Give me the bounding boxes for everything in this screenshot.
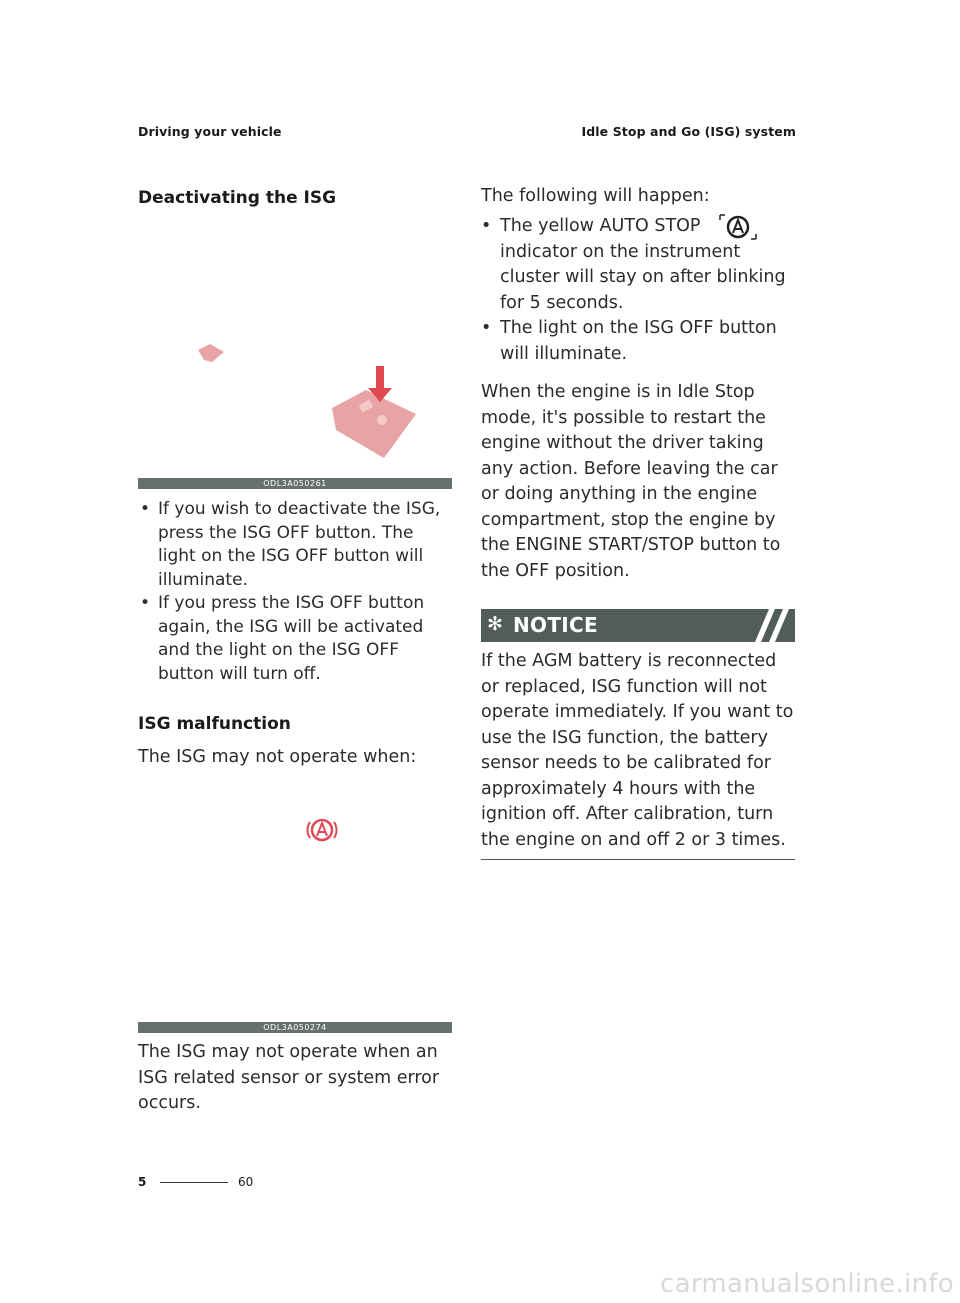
auto-stop-indicator-icon	[305, 815, 339, 845]
page-number: 60	[238, 1175, 254, 1189]
notice-end-divider	[481, 859, 795, 860]
idle-stop-paragraph: When the engine is in Idle Stop mode, it's possible to restart the engine without the driver taking any action. Before leaving the car or doing anything in the engine compartment, stop the engine by the ENGINE START/STOP button to the OFF position.	[481, 382, 781, 581]
following-intro: The following will happen:	[481, 186, 710, 206]
asterisk-icon: ✻	[487, 613, 503, 635]
running-header-chapter: Driving your vehicle	[138, 124, 282, 139]
notice-stripes-decoration	[735, 609, 795, 642]
isg-off-button-illustration	[138, 330, 452, 470]
list-item: • The yellow AUTO STOP indicator on the instrument cluster will stay on after blinking for 5 seconds.	[481, 214, 801, 316]
figure-caption-bar-2: ODL3A050274	[138, 1022, 452, 1033]
malfunction-description: The ISG may not operate when an ISG related sensor or system error occurs.	[138, 1042, 440, 1113]
notice-title: NOTICE	[513, 613, 598, 637]
console-fragment-shape	[198, 344, 224, 362]
deactivation-bullet-list	[138, 498, 454, 686]
isg-button-panel-shape	[332, 390, 416, 458]
section-heading-deactivating: Deactivating the ISG	[138, 188, 337, 208]
malfunction-intro: The ISG may not operate when:	[138, 747, 417, 767]
list-item: • If you wish to deactivate the ISG, press the ISG OFF button. The light on the ISG OFF button will illuminate.	[140, 499, 441, 590]
list-item: • If you press the ISG OFF button again, the ISG will be activated and the light on the ISG OFF button will turn off.	[140, 593, 425, 684]
section-heading-malfunction: ISG malfunction	[138, 714, 291, 734]
chapter-number: 5	[138, 1175, 147, 1189]
arrow-shaft	[376, 366, 384, 390]
figure-caption-bar-1: ODL3A050261	[138, 478, 452, 489]
page-number-divider	[160, 1182, 228, 1183]
auto-stop-indicator-icon	[717, 212, 759, 242]
running-header-section: Idle Stop and Go (ISG) system	[581, 124, 796, 139]
result-bullet-list	[481, 214, 801, 367]
list-item: • The light on the ISG OFF button will illuminate.	[481, 318, 777, 364]
notice-banner	[481, 609, 795, 642]
notice-text: If the AGM battery is reconnected or replaced, ISG function will not operate immediately. If you want to use the ISG function, the battery sensor needs to be calibrated for approximately 4 hours with the ignition off. After calibration, turn the engine on and off 2 or 3 times.	[481, 651, 794, 850]
watermark-text: carmanualsonline.info	[659, 1269, 954, 1299]
